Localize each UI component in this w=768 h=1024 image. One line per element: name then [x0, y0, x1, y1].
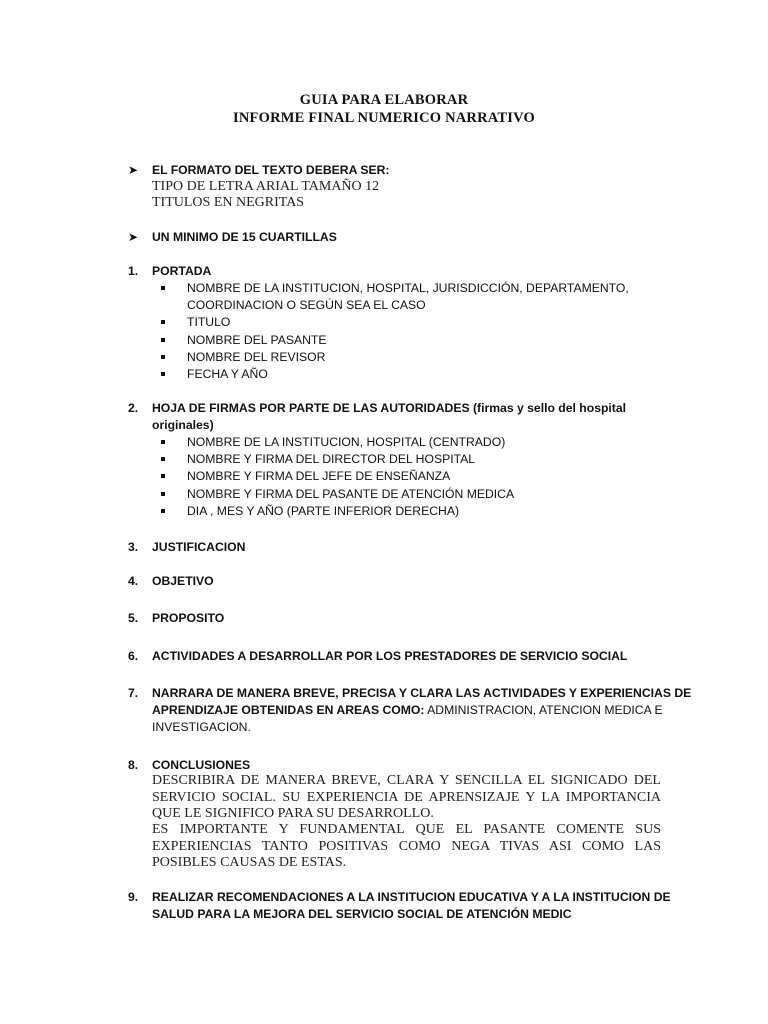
- format-heading: EL FORMATO DEL TEXTO DEBERA SER:: [152, 163, 390, 177]
- list-item: NOMBRE DEL PASANTE: [160, 332, 629, 349]
- square-bullet-icon: [161, 509, 165, 513]
- arrow-bullet-icon: ➤: [128, 163, 139, 177]
- square-bullet-icon: [161, 338, 165, 342]
- section-9-line2: SALUD PARA LA MEJORA DEL SERVICIO SOCIAL DE ATENCIÓN MEDIC: [152, 907, 572, 921]
- conclusion-p2-line3: POSIBLES CAUSAS DE ESTAS.: [152, 855, 347, 870]
- section-number: 4.: [128, 574, 139, 588]
- minimum-pages: UN MINIMO DE 15 CUARTILLAS: [152, 230, 337, 244]
- list-item: NOMBRE DE LA INSTITUCION, HOSPITAL (CENTRADO): [160, 434, 514, 451]
- section-number: 6.: [128, 649, 139, 663]
- conclusion-p1-line2: SERVICIO SOCIAL. SU EXPERIENCIA DE APRENSIZAJE Y LA IMPORTANCIA: [152, 790, 661, 805]
- section-number: 9.: [128, 890, 139, 904]
- conclusion-p1-line1: DESCRIBIRA DE MANERA BREVE, CLARA Y SENCILLA EL SIGNICADO DEL: [152, 773, 661, 788]
- section-title-justificacion: JUSTIFICACION: [152, 540, 246, 554]
- section-number: 3.: [128, 540, 139, 554]
- list-item: NOMBRE Y FIRMA DEL PASANTE DE ATENCIÓN MEDICA: [160, 486, 514, 503]
- list-item: NOMBRE DEL REVISOR: [160, 349, 629, 366]
- section-title-conclusiones: CONCLUSIONES: [152, 758, 251, 772]
- section-number: 8.: [128, 758, 139, 772]
- square-bullet-icon: [161, 355, 165, 359]
- list-item: NOMBRE Y FIRMA DEL JEFE DE ENSEÑANZA: [160, 468, 514, 485]
- square-bullet-icon: [161, 492, 165, 496]
- section-number: 5.: [128, 611, 139, 625]
- section-number: 1.: [128, 264, 139, 278]
- list-item: DIA , MES Y AÑO (PARTE INFERIOR DERECHA): [160, 503, 514, 520]
- section-number: 7.: [128, 686, 139, 700]
- arrow-bullet-icon: ➤: [128, 230, 139, 244]
- list-item: FECHA Y AÑO: [160, 366, 629, 383]
- section-title-objetivo: OBJETIVO: [152, 574, 214, 588]
- section-number: 2.: [128, 401, 139, 415]
- portada-list: [160, 280, 629, 383]
- square-bullet-icon: [161, 457, 165, 461]
- section-title-firmas-cont: originales): [152, 418, 214, 432]
- section-title-actividades: ACTIVIDADES A DESARROLLAR POR LOS PRESTADORES DE SERVICIO SOCIAL: [152, 649, 628, 663]
- square-bullet-icon: [161, 474, 165, 478]
- conclusion-p1-line3: QUE LE SIGNIFICO PARA SU DESARROLLO.: [152, 806, 434, 821]
- format-line-font: TIPO DE LETRA ARIAL TAMAÑO 12: [152, 179, 380, 194]
- square-bullet-icon: [161, 440, 165, 444]
- square-bullet-icon: [161, 372, 165, 376]
- section-9-line1: REALIZAR RECOMENDACIONES A LA INSTITUCION EDUCATIVA Y A LA INSTITUCION DE: [152, 890, 671, 904]
- conclusion-p2-line2: EXPERIENCIAS TANTO POSITIVAS COMO NEGA TIVAS ASI COMO LAS: [152, 839, 661, 854]
- document-title-line1: GUIA PARA ELABORAR: [299, 92, 469, 108]
- square-bullet-icon: [161, 286, 165, 290]
- list-item: NOMBRE Y FIRMA DEL DIRECTOR DEL HOSPITAL: [160, 451, 514, 468]
- document-title-line2: INFORME FINAL NUMERICO NARRATIVO: [233, 110, 535, 126]
- section-title-portada: PORTADA: [152, 264, 212, 278]
- section-title-proposito: PROPOSITO: [152, 611, 225, 625]
- list-item: NOMBRE DE LA INSTITUCION, HOSPITAL, JURISDICCIÓN, DEPARTAMENTO,: [160, 280, 629, 297]
- list-item: TITULO: [160, 314, 629, 331]
- firmas-list: [160, 434, 514, 520]
- format-line-titles: TITULOS EN NEGRITAS: [152, 195, 305, 210]
- square-bullet-icon: [161, 320, 165, 324]
- section-7-line1: NARRARA DE MANERA BREVE, PRECISA Y CLARA LAS ACTIVIDADES Y EXPERIENCIAS DE: [152, 686, 692, 700]
- conclusion-p2-line1: ES IMPORTANTE Y FUNDAMENTAL QUE EL PASANTE COMENTE SUS: [152, 822, 661, 837]
- section-7-line3: INVESTIGACION.: [152, 720, 251, 734]
- list-item-continuation: COORDINACION O SEGÚN SEA EL CASO: [187, 298, 426, 313]
- section-title-firmas: HOJA DE FIRMAS POR PARTE DE LAS AUTORIDADES (firmas y sello del hospital: [152, 401, 627, 415]
- section-7-line2: APRENDIZAJE OBTENIDAS EN AREAS COMO: ADMINISTRACION, ATENCION MEDICA E: [152, 703, 663, 717]
